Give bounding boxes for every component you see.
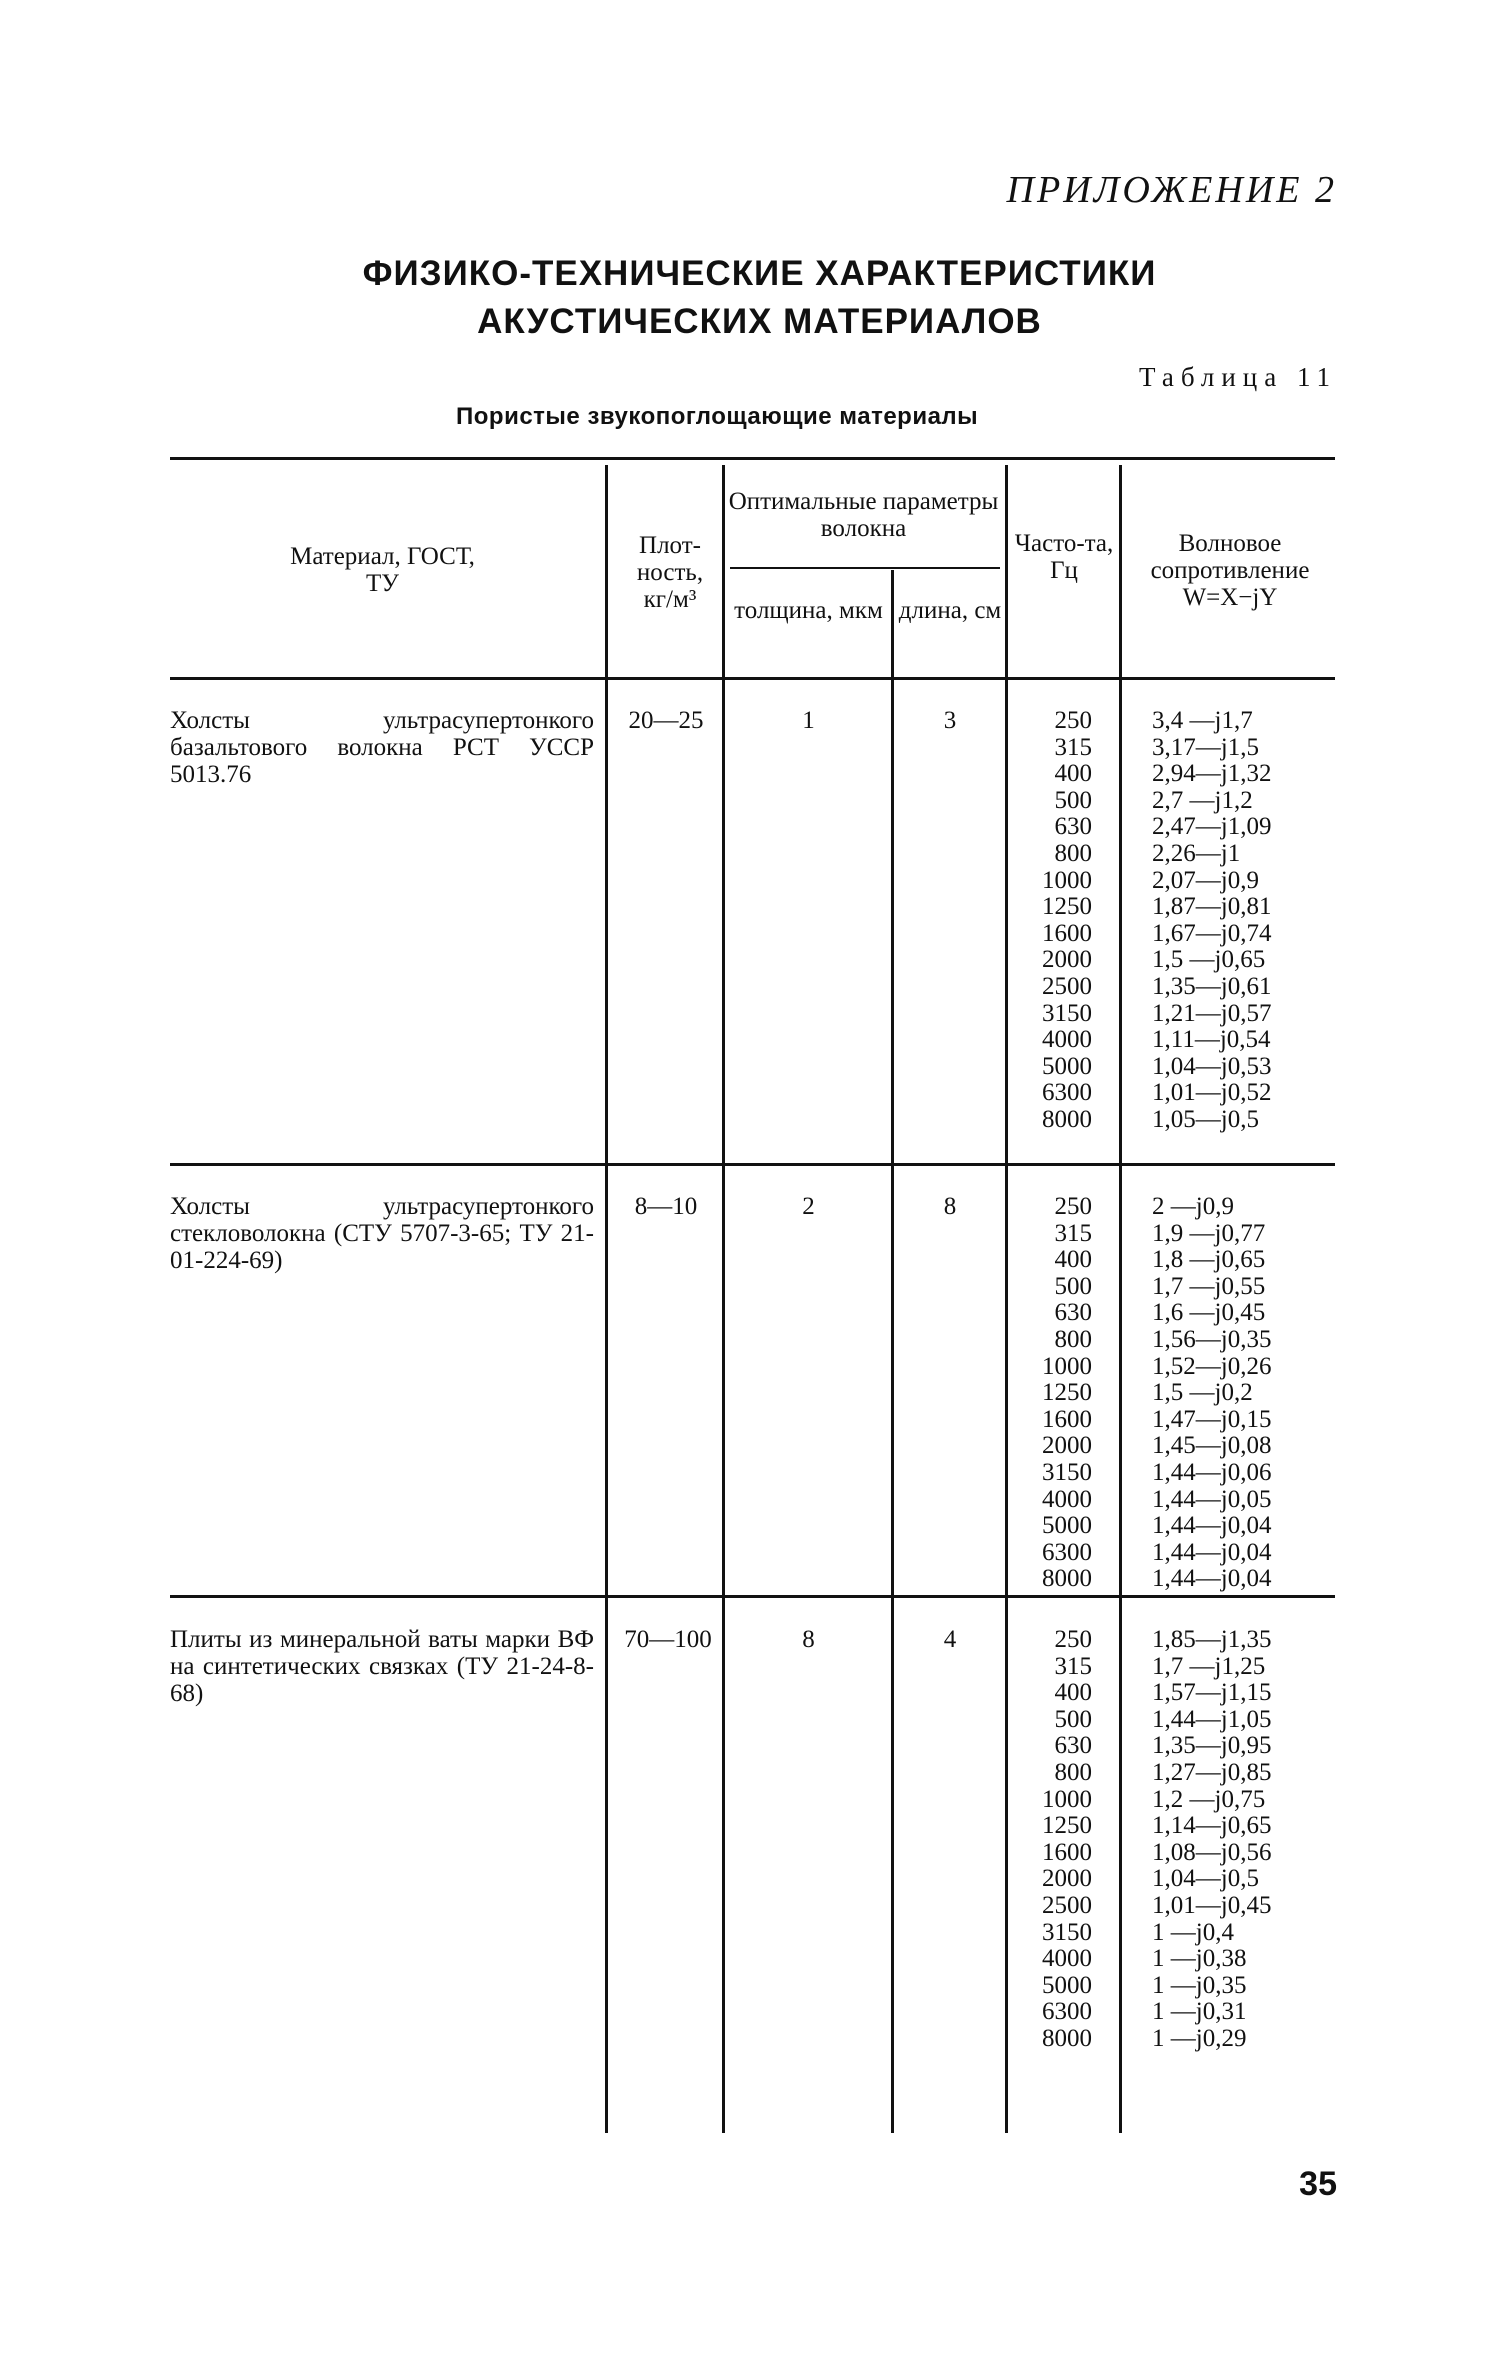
row-separator-2 [170, 1595, 1335, 1598]
page-number: 35 [1299, 2165, 1337, 2203]
frequency-value: 1250 [1042, 893, 1092, 921]
impedance-value: 3,17—j1,5 [1152, 733, 1259, 761]
frequency-value: 5000 [1042, 1512, 1092, 1540]
frequency-value: 8000 [1042, 1565, 1092, 1593]
frequency-value: 1000 [1042, 866, 1092, 894]
frequency-value: 1000 [1042, 1785, 1092, 1813]
impedance-value: 2,07—j0,9 [1152, 866, 1259, 894]
impedance-value: 1,47—j0,15 [1152, 1405, 1272, 1433]
header-length-text: длина, см [898, 597, 1002, 624]
table-number: Таблица 11 [1139, 362, 1337, 392]
header-optimal-text: Оптимальные параметры волокна [728, 488, 999, 542]
frequency-value: 1600 [1042, 919, 1092, 947]
row1-material: Холсты ультрасупертонкого базальтового волокна РСТ УССР 5013.76 [170, 707, 594, 788]
frequency-value: 5000 [1042, 1971, 1092, 1999]
frequency-value: 500 [1054, 1272, 1092, 1300]
column-divider-density [722, 465, 725, 2133]
appendix-label: ПРИЛОЖЕНИЕ 2 [1006, 169, 1337, 211]
impedance-value: 1,7 —j0,55 [1152, 1272, 1266, 1300]
row3-impedance-list [1152, 1627, 1332, 2053]
row1-length: 3 [943, 707, 957, 734]
frequency-value: 800 [1054, 839, 1092, 867]
impedance-value: 1,5 —j0,2 [1152, 1379, 1253, 1407]
frequency-value: 1000 [1042, 1352, 1092, 1380]
header-thickness [726, 597, 891, 624]
frequency-value: 5000 [1042, 1052, 1092, 1080]
frequency-value: 500 [1054, 1705, 1092, 1733]
frequency-value: 315 [1054, 1219, 1092, 1247]
header-frequency [1010, 530, 1118, 584]
frequency-value: 315 [1054, 1652, 1092, 1680]
frequency-value: 250 [1054, 707, 1092, 734]
impedance-value: 1,8 —j0,65 [1152, 1246, 1266, 1274]
row2-material: Холсты ультрасупертонкого стекловолокна (СТУ 5707-3-65; ТУ 21-01-224-69) [170, 1193, 594, 1274]
impedance-value: 1,08—j0,56 [1152, 1838, 1272, 1866]
frequency-value: 2500 [1042, 972, 1092, 1000]
impedance-value: 1,52—j0,26 [1152, 1352, 1272, 1380]
row1-density: 20—25 [628, 707, 704, 734]
table-top-rule [170, 457, 1335, 460]
frequency-value: 400 [1054, 760, 1092, 788]
impedance-value: 2,47—j1,09 [1152, 813, 1272, 841]
header-material-text: Материал, ГОСТ, ТУ [290, 543, 475, 597]
frequency-value: 1600 [1042, 1405, 1092, 1433]
row-separator-1 [170, 1163, 1335, 1166]
impedance-value: 1 —j0,38 [1152, 1945, 1247, 1973]
row3-thickness: 8 [802, 1626, 815, 1653]
frequency-value: 800 [1054, 1758, 1092, 1786]
column-divider-fiber [891, 570, 894, 2133]
row2-density: 8—10 [634, 1193, 698, 1220]
impedance-value: 1,9 —j0,77 [1152, 1219, 1266, 1247]
header-density [620, 532, 720, 613]
impedance-value: 1,7 —j1,25 [1152, 1652, 1266, 1680]
row3-material: Плиты из минеральной ваты марки ВФ на синтетических связках (ТУ 21-24-8-68) [170, 1626, 594, 1707]
row2-length: 8 [943, 1193, 957, 1220]
header-length [896, 597, 1004, 624]
frequency-value: 3150 [1042, 999, 1092, 1027]
header-impedance [1125, 530, 1335, 611]
frequency-value: 4000 [1042, 1945, 1092, 1973]
impedance-value: 1,57—j1,15 [1152, 1679, 1272, 1707]
impedance-value: 1 —j0,4 [1152, 1918, 1234, 1946]
impedance-value: 1,35—j0,61 [1152, 972, 1272, 1000]
impedance-value: 1,2 —j0,75 [1152, 1785, 1266, 1813]
title-line-1: ФИЗИКО-ТЕХНИЧЕСКИЕ ХАРАКТЕРИСТИКИ [362, 254, 1157, 293]
frequency-value: 6300 [1042, 1998, 1092, 2026]
frequency-value: 4000 [1042, 1485, 1092, 1513]
impedance-value: 1 —j0,29 [1152, 2024, 1247, 2052]
frequency-value: 400 [1054, 1679, 1092, 1707]
impedance-value: 2,94—j1,32 [1152, 760, 1272, 788]
frequency-value: 250 [1054, 1193, 1092, 1220]
impedance-value: 1 —j0,31 [1152, 1998, 1247, 2026]
row3-length: 4 [943, 1626, 957, 1653]
frequency-value: 630 [1054, 813, 1092, 841]
impedance-value: 1,67—j0,74 [1152, 919, 1272, 947]
impedance-value: 1,45—j0,08 [1152, 1432, 1272, 1460]
frequency-value: 315 [1054, 733, 1092, 761]
impedance-value: 1,21—j0,57 [1152, 999, 1272, 1027]
row3-density: 70—100 [624, 1626, 712, 1653]
impedance-value: 1,6 —j0,45 [1152, 1299, 1266, 1327]
impedance-value: 2 —j0,9 [1152, 1193, 1234, 1220]
row2-frequency-list [1010, 1194, 1092, 1593]
header-thickness-text: толщина, мкм [734, 597, 883, 624]
column-divider-material [605, 465, 608, 2133]
row1-thickness: 1 [802, 707, 815, 734]
impedance-value: 1,05—j0,5 [1152, 1105, 1259, 1133]
frequency-value: 1250 [1042, 1812, 1092, 1840]
impedance-value: 2,26—j1 [1152, 839, 1241, 867]
impedance-value: 1,04—j0,5 [1152, 1865, 1259, 1893]
header-density-text: Плот-ность, кг/м³ [636, 532, 704, 613]
frequency-value: 3150 [1042, 1918, 1092, 1946]
impedance-value: 3,4 —j1,7 [1152, 707, 1253, 734]
frequency-value: 2000 [1042, 946, 1092, 974]
column-divider-frequency [1119, 465, 1122, 2133]
frequency-value: 500 [1054, 786, 1092, 814]
header-material [290, 543, 475, 597]
impedance-value: 1,01—j0,52 [1152, 1079, 1272, 1107]
header-impedance-text: Волновое сопротивление W=X−jY [1150, 530, 1310, 611]
header-optimal-params [726, 488, 1001, 542]
impedance-value: 1,85—j1,35 [1152, 1626, 1272, 1653]
impedance-value: 1,44—j1,05 [1152, 1705, 1272, 1733]
impedance-value: 1 —j0,35 [1152, 1971, 1247, 1999]
frequency-value: 8000 [1042, 2024, 1092, 2052]
impedance-value: 1,01—j0,45 [1152, 1891, 1272, 1919]
header-bottom-rule [170, 677, 1335, 680]
frequency-value: 800 [1054, 1325, 1092, 1353]
impedance-value: 1,04—j0,53 [1152, 1052, 1272, 1080]
frequency-value: 250 [1054, 1626, 1092, 1653]
frequency-value: 2500 [1042, 1891, 1092, 1919]
impedance-value: 1,5 —j0,65 [1152, 946, 1266, 974]
header-frequency-text: Часто-та, Гц [1014, 530, 1114, 584]
impedance-value: 2,7 —j1,2 [1152, 786, 1253, 814]
impedance-value: 1,44—j0,06 [1152, 1458, 1272, 1486]
frequency-value: 6300 [1042, 1079, 1092, 1107]
frequency-value: 1250 [1042, 1379, 1092, 1407]
frequency-value: 400 [1054, 1246, 1092, 1274]
column-divider-length [1005, 465, 1008, 2133]
row1-impedance-list [1152, 708, 1332, 1134]
frequency-value: 1600 [1042, 1838, 1092, 1866]
title-line-2: АКУСТИЧЕСКИХ МАТЕРИАЛОВ [477, 302, 1042, 341]
impedance-value: 1,44—j0,05 [1152, 1485, 1272, 1513]
frequency-value: 2000 [1042, 1432, 1092, 1460]
row2-thickness: 2 [802, 1193, 815, 1220]
subheader-rule [730, 567, 1000, 569]
impedance-value: 1,56—j0,35 [1152, 1325, 1272, 1353]
impedance-value: 1,27—j0,85 [1152, 1758, 1272, 1786]
impedance-value: 1,11—j0,54 [1152, 1026, 1271, 1054]
impedance-value: 1,35—j0,95 [1152, 1732, 1272, 1760]
frequency-value: 6300 [1042, 1538, 1092, 1566]
row2-impedance-list [1152, 1194, 1332, 1593]
impedance-value: 1,44—j0,04 [1152, 1565, 1272, 1593]
row3-frequency-list [1010, 1627, 1092, 2053]
page-title [0, 250, 1499, 346]
impedance-value: 1,44—j0,04 [1152, 1538, 1272, 1566]
impedance-value: 1,14—j0,65 [1152, 1812, 1272, 1840]
frequency-value: 3150 [1042, 1458, 1092, 1486]
frequency-value: 630 [1054, 1732, 1092, 1760]
frequency-value: 4000 [1042, 1026, 1092, 1054]
table-subtitle: Пористые звукопоглощающие материалы [456, 403, 979, 430]
frequency-value: 2000 [1042, 1865, 1092, 1893]
impedance-value: 1,44—j0,04 [1152, 1512, 1272, 1540]
impedance-value: 1,87—j0,81 [1152, 893, 1272, 921]
frequency-value: 630 [1054, 1299, 1092, 1327]
frequency-value: 8000 [1042, 1105, 1092, 1133]
row1-frequency-list [1010, 708, 1092, 1134]
